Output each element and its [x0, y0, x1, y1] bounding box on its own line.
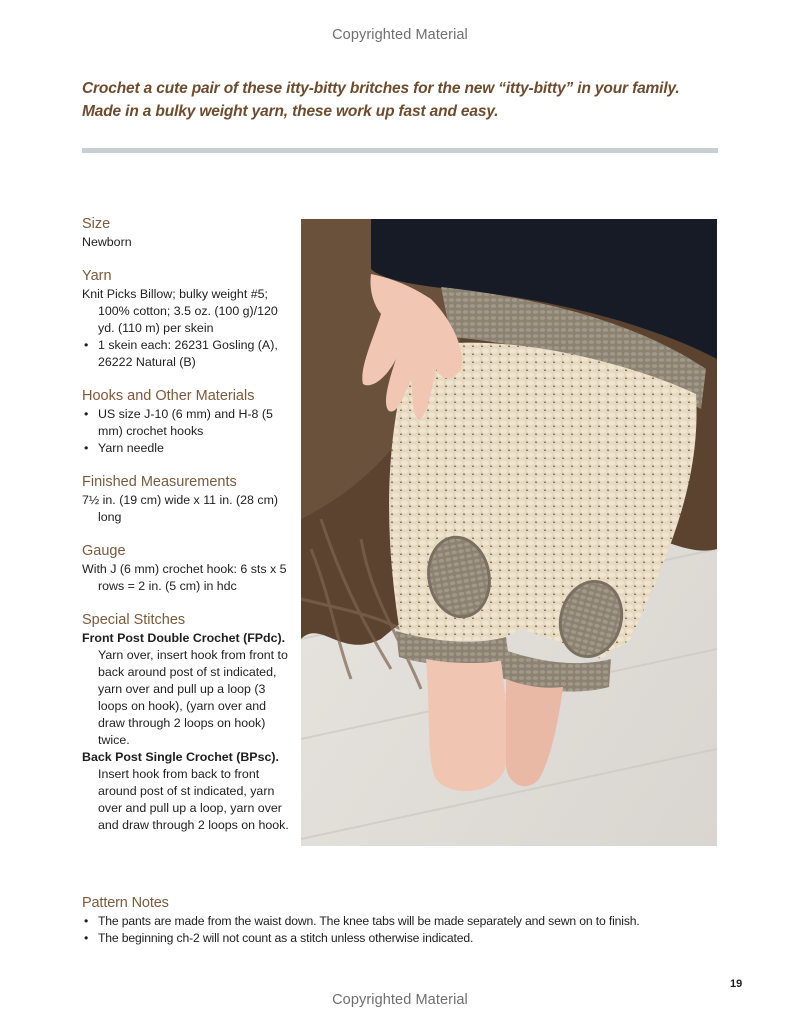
- copyright-watermark-top: Copyrighted Material: [332, 27, 468, 43]
- intro-text: [82, 77, 742, 123]
- section-heading: Size: [82, 216, 111, 232]
- stitch-definition: [82, 630, 292, 749]
- stitch-definition: [82, 749, 292, 834]
- yarn-bullet: • 1 skein each: 26231 Gosling (A), 26222 Natural (B): [82, 337, 292, 371]
- pattern-notes: [82, 894, 722, 947]
- product-photo: [301, 219, 717, 846]
- size-value: Newborn: [82, 235, 132, 249]
- section-heading: Gauge: [82, 543, 126, 559]
- section-hooks: [82, 387, 292, 457]
- measurements-value: 7½ in. (19 cm) wide x 11 in. (28 cm) long: [82, 493, 279, 524]
- note-bullet: • The pants are made from the waist down. The knee tabs will be made separately and sewn on to finish.: [82, 913, 722, 930]
- yarn-description: Knit Picks Billow; bulky weight #5; 100% cotton; 3.5 oz. (100 g)/120 yd. (110 m) per skein: [82, 287, 278, 335]
- section-yarn: [82, 267, 292, 371]
- section-gauge: [82, 542, 292, 595]
- intro-line-2: Made in a bulky weight yarn, these work up fast and easy.: [82, 103, 499, 120]
- section-special-stitches: [82, 611, 292, 834]
- stitch-term: Front Post Double Crochet (FPdc).: [82, 631, 286, 645]
- section-heading: Hooks and Other Materials: [82, 388, 255, 404]
- gauge-value: With J (6 mm) crochet hook: 6 sts x 5 rows = 2 in. (5 cm) in hdc: [82, 562, 287, 593]
- section-heading: Special Stitches: [82, 612, 186, 628]
- stitch-term: Back Post Single Crochet (BPsc).: [82, 750, 279, 764]
- section-size: [82, 215, 292, 251]
- section-heading: Pattern Notes: [82, 895, 169, 911]
- copyright-watermark-bottom: Copyrighted Material: [332, 992, 468, 1008]
- section-heading: Yarn: [82, 268, 112, 284]
- note-bullet: • The beginning ch-2 will not count as a stitch unless otherwise indicated.: [82, 930, 722, 947]
- hooks-bullet: • Yarn needle: [82, 440, 292, 457]
- stitch-desc: Yarn over, insert hook from front to back around post of st indicated, yarn over and pull up a loop (3 loops on hook), (yarn over and draw through 2 loops on hook) twice.: [98, 648, 288, 747]
- divider-bar: [82, 148, 718, 153]
- materials-column: [82, 215, 292, 850]
- page-number: 19: [730, 978, 743, 990]
- section-heading: Finished Measurements: [82, 474, 237, 490]
- stitch-desc: Insert hook from back to front around post of st indicated, yarn over and pull up a loop, yarn over and draw through 2 loops on hook.: [98, 767, 289, 832]
- section-measurements: [82, 473, 292, 526]
- intro-line-1: Crochet a cute pair of these itty-bitty britches for the new “itty-bitty” in your family.: [82, 80, 680, 97]
- hooks-bullet: • US size J-10 (6 mm) and H-8 (5 mm) crochet hooks: [82, 406, 292, 440]
